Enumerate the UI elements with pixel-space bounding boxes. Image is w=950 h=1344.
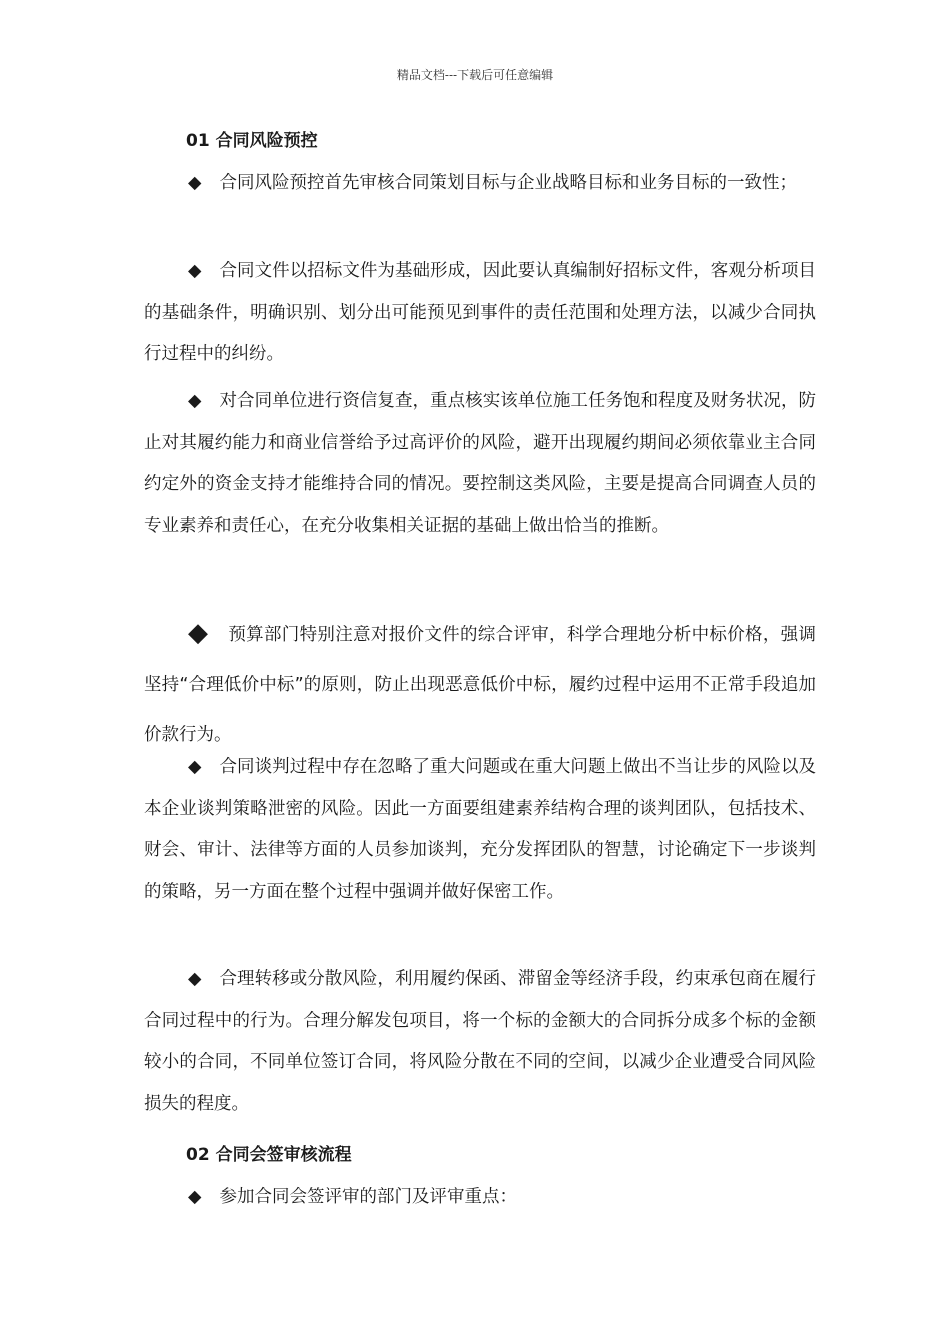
bullet-paragraph: [144, 959, 816, 1125]
diamond-bullet-icon: ◆: [188, 618, 208, 648]
bullet-paragraph: [144, 747, 816, 913]
diamond-bullet-icon: ◆: [188, 261, 202, 281]
bullet-paragraph: [144, 1177, 816, 1219]
paragraph-text: 预算部门特别注意对报价文件的综合评审，科学合理地分析中标价格，强调坚持“合理低价中标”的原则，防止出现恶意低价中标，履约过程中运用不正常手段追加价款行为。: [144, 625, 816, 745]
paragraph-text: 参加合同会签评审的部门及评审重点：: [219, 1187, 517, 1207]
bullet-paragraph: [144, 251, 816, 376]
diamond-bullet-icon: ◆: [188, 173, 202, 193]
section-heading-countersign-process: 02 合同会签审核流程: [186, 1145, 352, 1165]
paragraph-text: 对合同单位进行资信复查，重点核实该单位施工任务饱和程度及财务状况，防止对其履约能力和商业信誉给予过高评价的风险，避开出现履约期间必须依靠业主合同约定外的资金支持才能维持合同的情况。要控制这类风险，主要是提高合同调查人员的专业素养和责任心，在充分收集相关证据的基础上做出恰当的推断。: [144, 391, 816, 536]
paragraph-text: 合同文件以招标文件为基础形成，因此要认真编制好招标文件，客观分析项目的基础条件，明确识别、划分出可能预见到事件的责任范围和处理方法，以减少合同执行过程中的纠纷。: [144, 261, 816, 364]
paragraph-text: 合同风险预控首先审核合同策划目标与企业战略目标和业务目标的一致性；: [219, 173, 797, 193]
bullet-paragraph: [144, 608, 816, 760]
paragraph-text: 合同谈判过程中存在忽略了重大问题或在重大问题上做出不当让步的风险以及本企业谈判策略泄密的风险。因此一方面要组建素养结构合理的谈判团队，包括技术、财会、审计、法律等方面的人员参加谈判，充分发挥团队的智慧，讨论确定下一步谈判的策略，另一方面在整个过程中强调并做好保密工作。: [144, 757, 816, 902]
bullet-paragraph: [144, 163, 816, 205]
diamond-bullet-icon: ◆: [188, 391, 202, 411]
diamond-bullet-icon: ◆: [188, 969, 202, 989]
paragraph-text: 合理转移或分散风险，利用履约保函、滞留金等经济手段，约束承包商在履行合同过程中的行为。合理分解发包项目，将一个标的金额大的合同拆分成多个标的金额较小的合同，不同单位签订合同，将风险分散在不同的空间，以减少企业遭受合同风险损失的程度。: [144, 969, 816, 1114]
diamond-bullet-icon: ◆: [188, 757, 202, 777]
page-header-note: 精品文档---下载后可任意编辑: [396, 68, 554, 82]
section-heading-risk-control: 01 合同风险预控: [186, 131, 318, 151]
bullet-paragraph: [144, 381, 816, 547]
diamond-bullet-icon: ◆: [188, 1187, 202, 1207]
